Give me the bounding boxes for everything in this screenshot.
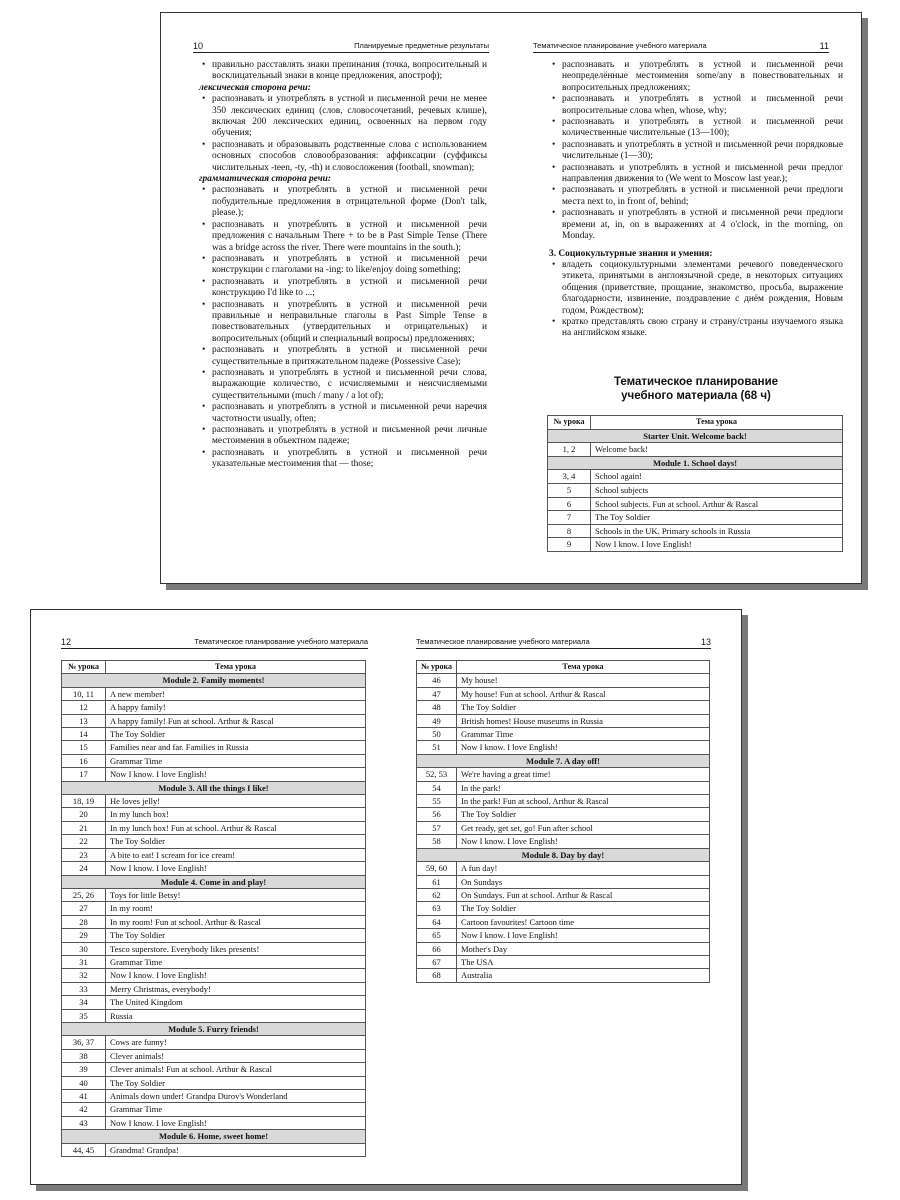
lesson-number: 51 [417, 741, 457, 754]
table-row [417, 821, 710, 834]
lesson-number: 15 [62, 741, 106, 754]
lesson-topic: Clever animals! [106, 1049, 366, 1062]
page-header [193, 41, 489, 53]
module-row [417, 754, 710, 767]
page-number: 13 [700, 637, 711, 647]
lesson-number: 41 [62, 1090, 106, 1103]
table-row [62, 862, 366, 875]
lesson-number: 50 [417, 728, 457, 741]
lesson-number: 20 [62, 808, 106, 821]
lesson-topic: The Toy Soldier [591, 511, 843, 525]
lesson-number: 68 [417, 969, 457, 982]
table-title [549, 375, 843, 403]
table-title-line-2: учебного материала (68 ч) [621, 390, 771, 402]
bullet-item: • распознавать и употреблять в устной и письменной речи предлоги времени at, in, on в выражениях at 4 o'clock, in the morning, on Monday. [549, 208, 843, 242]
bullet-item: • распознавать и употреблять в устной и письменной речи вопросительные слова when, whose, why; [549, 94, 843, 117]
module-title: Module 7. A day off! [417, 754, 710, 767]
table-row [548, 483, 843, 497]
bullet-item: • распознавать и употреблять в устной и письменной речи неопределённые местоимения some/any в повествовательных и вопросительных предложениях; [549, 60, 843, 94]
lesson-topic: School subjects. Fun at school. Arthur & Rascal [591, 497, 843, 511]
lesson-topic: Now I know. I love English! [457, 835, 710, 848]
lesson-number: 35 [62, 1009, 106, 1022]
table-row [62, 1036, 366, 1049]
lesson-number: 43 [62, 1116, 106, 1129]
lesson-topic: A bite to eat! I scream for ice cream! [106, 848, 366, 861]
module-row [62, 1130, 366, 1143]
lesson-topic: Schools in the UK. Primary schools in Russia [591, 524, 843, 538]
page-10 [161, 13, 511, 583]
bullet-item: • распознавать и употреблять в устной и письменной речи правильные и неправильные глаголы в Past Simple Tense в повествовательных (утвердительных и отрицательных) и вопросительных (общий и специальный вопросы) предложениях; [199, 300, 487, 346]
lesson-topic: The United Kingdom [106, 996, 366, 1009]
page-number: 10 [193, 41, 204, 51]
lesson-number: 64 [417, 915, 457, 928]
table-row [62, 835, 366, 848]
lesson-number: 6 [548, 497, 591, 511]
bullet-item: • распознавать и употреблять в устной и письменной речи количественные числительные (13—100); [549, 117, 843, 140]
lesson-topic: Now I know. I love English! [457, 929, 710, 942]
lesson-topic: School subjects [591, 483, 843, 497]
bullet-item: • владеть социокультурными элементами речевого поведенческого этикета, принятыми в англоязычной среде, в некоторых ситуациях общения (приветствие, прощание, знакомство, просьба, выражение благодарности, извинение, поздравление с днём рождения, Новым годом, Рождеством); [549, 260, 843, 317]
lesson-number: 62 [417, 888, 457, 901]
bullet-item: • распознавать и употреблять в устной и письменной речи конструкцию I'd like to ...; [199, 277, 487, 300]
lesson-number: 14 [62, 728, 106, 741]
lesson-number: 30 [62, 942, 106, 955]
lesson-number: 18, 19 [62, 795, 106, 808]
table-row [62, 754, 366, 767]
lesson-topic: The USA [457, 955, 710, 968]
lesson-number: 22 [62, 835, 106, 848]
bullet-item: • кратко представлять свою страну и страну/страны изучаемого языка на английском языке. [549, 317, 843, 340]
table-row [548, 470, 843, 484]
lesson-number: 28 [62, 915, 106, 928]
lesson-topic: Now I know. I love English! [591, 538, 843, 552]
table-row [62, 955, 366, 968]
table-row [548, 443, 843, 457]
lesson-topic: My house! [457, 674, 710, 687]
lesson-topic: Now I know. I love English! [106, 969, 366, 982]
lesson-number: 32 [62, 969, 106, 982]
running-title: Тематическое планирование учебного материала [533, 41, 707, 50]
table-row [62, 888, 366, 901]
module-row [417, 848, 710, 861]
lesson-topic: Tesco superstore. Everybody likes presents! [106, 942, 366, 955]
lesson-topic: In the park! Fun at school. Arthur & Rascal [457, 795, 710, 808]
table-row [417, 955, 710, 968]
table-row [62, 687, 366, 700]
table-row [62, 942, 366, 955]
lesson-number: 29 [62, 929, 106, 942]
table-row [62, 929, 366, 942]
table-row [548, 524, 843, 538]
lesson-topic: The Toy Soldier [457, 902, 710, 915]
module-title: Starter Unit. Welcome back! [548, 429, 843, 443]
lesson-number: 27 [62, 902, 106, 915]
bullet-item: • распознавать и употреблять в устной и письменной речи предложения с начальным There + to be в Past Simple Tense (There was a bridge across the river. There were mountains in the south.); [199, 220, 487, 254]
lesson-topic: Clever animals! Fun at school. Arthur & Rascal [106, 1063, 366, 1076]
lesson-topic: The Toy Soldier [106, 728, 366, 741]
lesson-number: 36, 37 [62, 1036, 106, 1049]
lesson-topic: School again! [591, 470, 843, 484]
book-spread-pages-12-13 [30, 609, 742, 1185]
page-13 [386, 610, 741, 1184]
module-title: Module 8. Day by day! [417, 848, 710, 861]
page-body-text [549, 60, 843, 340]
lesson-number: 67 [417, 955, 457, 968]
col-header-lesson-no: № урока [62, 661, 106, 674]
lesson-topic: In my room! Fun at school. Arthur & Rascal [106, 915, 366, 928]
table-row [62, 848, 366, 861]
lesson-topic: Merry Christmas, everybody! [106, 982, 366, 995]
lesson-number: 48 [417, 701, 457, 714]
table-row [62, 714, 366, 727]
table-row [417, 862, 710, 875]
lesson-topic: Animals down under! Grandpa Durov's Wonderland [106, 1090, 366, 1103]
bullet-item: • распознавать и употреблять в устной и письменной речи существительные в притяжательном падеже (Possessive Case); [199, 345, 487, 368]
bullet-item: • распознавать и образовывать родственные слова с использованием основных способов словообразования: аффиксации (суффиксы числительных -teen, -ty, -th) и словосложения (football, snowman); [199, 140, 487, 174]
lesson-topic: In my lunch box! [106, 808, 366, 821]
module-title: Module 1. School days! [548, 456, 843, 470]
table-row [62, 795, 366, 808]
lesson-number: 65 [417, 929, 457, 942]
lesson-number: 23 [62, 848, 106, 861]
table-row [417, 942, 710, 955]
table-row [417, 674, 710, 687]
lesson-number: 17 [62, 768, 106, 781]
table-row [417, 714, 710, 727]
table-row [62, 996, 366, 1009]
lesson-number: 59, 60 [417, 862, 457, 875]
table-row [548, 538, 843, 552]
lesson-topic: The Toy Soldier [457, 808, 710, 821]
bullet-item: • распознавать и употреблять в устной и письменной речи порядковые числительные (1—30); [549, 140, 843, 163]
lesson-number: 10, 11 [62, 687, 106, 700]
lesson-number: 46 [417, 674, 457, 687]
lesson-number: 57 [417, 821, 457, 834]
table-row [417, 728, 710, 741]
module-row [62, 875, 366, 888]
lesson-topic: The Toy Soldier [106, 929, 366, 942]
module-row [62, 781, 366, 794]
lesson-topic: Welcome back! [591, 443, 843, 457]
lesson-number: 40 [62, 1076, 106, 1089]
lesson-table [547, 415, 843, 552]
module-title: Module 4. Come in and play! [62, 875, 366, 888]
lesson-topic: My house! Fun at school. Arthur & Rascal [457, 687, 710, 700]
bullet-item: • распознавать и употреблять в устной и письменной речи конструкции с глаголами на -ing: to like/enjoy doing something; [199, 254, 487, 277]
lesson-topic: Grammar Time [106, 1103, 366, 1116]
page-header [533, 41, 829, 53]
lesson-topic: Now I know. I love English! [106, 768, 366, 781]
lesson-topic: In the park! [457, 781, 710, 794]
lesson-number: 47 [417, 687, 457, 700]
lesson-number: 21 [62, 821, 106, 834]
table-row [62, 1103, 366, 1116]
table-row [417, 781, 710, 794]
lesson-topic: Families near and far. Families in Russia [106, 741, 366, 754]
subsection-heading: лексическая сторона речи: [199, 82, 311, 93]
lesson-topic: Grammar Time [106, 754, 366, 767]
col-header-topic: Тема урока [457, 661, 710, 674]
page-11 [511, 13, 861, 583]
lesson-number: 61 [417, 875, 457, 888]
lesson-topic: A happy family! Fun at school. Arthur & Rascal [106, 714, 366, 727]
table-row [62, 701, 366, 714]
table-row [62, 969, 366, 982]
lesson-number: 33 [62, 982, 106, 995]
table-row [62, 915, 366, 928]
lesson-number: 54 [417, 781, 457, 794]
lesson-number: 12 [62, 701, 106, 714]
lesson-topic: Grandma! Grandpa! [106, 1143, 366, 1156]
bullet-item: • распознавать и употреблять в устной и письменной речи личные местоимения в объектном падеже; [199, 425, 487, 448]
table-row [417, 902, 710, 915]
table-row [62, 1049, 366, 1062]
running-title: Планируемые предметные результаты [354, 41, 489, 50]
lesson-number: 25, 26 [62, 888, 106, 901]
lesson-number: 66 [417, 942, 457, 955]
table-row [417, 795, 710, 808]
lesson-table [61, 660, 366, 1157]
table-row [62, 1063, 366, 1076]
lesson-topic: In my room! [106, 902, 366, 915]
module-title: Module 5. Furry friends! [62, 1022, 366, 1035]
lesson-topic: A happy family! [106, 701, 366, 714]
lesson-topic: Toys for little Betsy! [106, 888, 366, 901]
lesson-number: 13 [62, 714, 106, 727]
lesson-number: 63 [417, 902, 457, 915]
lesson-number: 58 [417, 835, 457, 848]
lesson-number: 52, 53 [417, 768, 457, 781]
lesson-topic: On Sundays [457, 875, 710, 888]
col-header-lesson-no: № урока [548, 416, 591, 430]
lesson-topic: The Toy Soldier [106, 1076, 366, 1089]
table-row [417, 768, 710, 781]
table-row [417, 687, 710, 700]
table-row [62, 768, 366, 781]
running-title: Тематическое планирование учебного материала [194, 637, 368, 646]
bullet-item: • распознавать и употреблять в устной и письменной речи предлог направления движения to (We went to Moscow last year.); [549, 163, 843, 186]
page-header [416, 637, 711, 649]
module-title: Module 6. Home, sweet home! [62, 1130, 366, 1143]
table-row [62, 1009, 366, 1022]
lesson-topic: British homes! House museums in Russia [457, 714, 710, 727]
table-row [417, 875, 710, 888]
lesson-number: 24 [62, 862, 106, 875]
table-row [548, 511, 843, 525]
lesson-number: 55 [417, 795, 457, 808]
table-row [548, 497, 843, 511]
lesson-number: 9 [548, 538, 591, 552]
lesson-number: 31 [62, 955, 106, 968]
table-row [417, 741, 710, 754]
lesson-topic: Now I know. I love English! [106, 862, 366, 875]
lesson-number: 44, 45 [62, 1143, 106, 1156]
page-number: 12 [61, 637, 72, 647]
page-12 [31, 610, 386, 1184]
bullet-item: • распознавать и употреблять в устной и письменной речи слова, выражающие количество, с исчисляемыми и неисчисляемыми существительными (much / many / a lot of); [199, 368, 487, 402]
table-row [417, 835, 710, 848]
table-row [417, 915, 710, 928]
bullet-item: • распознавать и употреблять в устной и письменной речи не менее 350 лексических единиц (слов, словосочетаний, речевых клише), включая 200 лексических единиц, освоенных на первом году обучения; [199, 94, 487, 140]
lesson-number: 1, 2 [548, 443, 591, 457]
table-row [62, 1076, 366, 1089]
lesson-number: 42 [62, 1103, 106, 1116]
lesson-number: 3, 4 [548, 470, 591, 484]
table-title-line-1: Тематическое планирование [613, 376, 779, 388]
lesson-topic: We're having a great time! [457, 768, 710, 781]
bullet-item: • распознавать и употреблять в устной и письменной речи побудительные предложения в отрицательной форме (Don't talk, please.); [199, 185, 487, 219]
lesson-topic: He loves jelly! [106, 795, 366, 808]
lesson-topic: Cows are funny! [106, 1036, 366, 1049]
lesson-number: 38 [62, 1049, 106, 1062]
lesson-number: 39 [62, 1063, 106, 1076]
lesson-table [416, 660, 710, 983]
lesson-topic: Russia [106, 1009, 366, 1022]
table-row [62, 741, 366, 754]
table-row [417, 929, 710, 942]
lesson-topic: The Toy Soldier [457, 701, 710, 714]
table-row [62, 982, 366, 995]
lesson-topic: Now I know. I love English! [106, 1116, 366, 1129]
bullet-item: • распознавать и употреблять в устной и письменной речи предлоги места next to, in front of, behind; [549, 185, 843, 208]
module-row [548, 456, 843, 470]
lesson-topic: Grammar Time [457, 728, 710, 741]
table-row [62, 808, 366, 821]
module-row [62, 1022, 366, 1035]
lesson-number: 56 [417, 808, 457, 821]
lesson-topic: Mother's Day [457, 942, 710, 955]
page-header [61, 637, 368, 649]
lesson-number: 8 [548, 524, 591, 538]
bullet-item: • распознавать и употреблять в устной и письменной речи указательные местоимения that — those; [199, 448, 487, 471]
lesson-topic: A fun day! [457, 862, 710, 875]
subsection-heading: грамматическая сторона речи: [199, 174, 331, 185]
col-header-topic: Тема урока [591, 416, 843, 430]
book-spread-pages-10-11 [160, 12, 862, 584]
module-title: Module 2. Family moments! [62, 674, 366, 687]
running-title: Тематическое планирование учебного материала [416, 637, 590, 646]
lesson-topic: Grammar Time [106, 955, 366, 968]
page-body-text [199, 60, 487, 471]
table-row [417, 969, 710, 982]
lesson-topic: A new member! [106, 687, 366, 700]
page-number: 11 [819, 41, 829, 51]
lesson-topic: Cartoon favourites! Cartoon time [457, 915, 710, 928]
table-row [62, 728, 366, 741]
module-title: Module 3. All the things I like! [62, 781, 366, 794]
bullet-item: • правильно расставлять знаки препинания (точка, вопросительный и восклицательный знаки в конце предложения, апостроф); [199, 60, 487, 83]
table-row [62, 1116, 366, 1129]
lesson-topic: In my lunch box! Fun at school. Arthur & Rascal [106, 821, 366, 834]
lesson-number: 49 [417, 714, 457, 727]
module-row [548, 429, 843, 443]
bullet-item: • распознавать и употреблять в устной и письменной речи наречия частотности usually, often; [199, 402, 487, 425]
lesson-topic: Get ready, get set, go! Fun after school [457, 821, 710, 834]
col-header-lesson-no: № урока [417, 661, 457, 674]
col-header-topic: Тема урока [106, 661, 366, 674]
lesson-topic: Australia [457, 969, 710, 982]
table-row [62, 1090, 366, 1103]
lesson-topic: Now I know. I love English! [457, 741, 710, 754]
lesson-number: 16 [62, 754, 106, 767]
lesson-number: 34 [62, 996, 106, 1009]
table-row [62, 821, 366, 834]
table-row [62, 902, 366, 915]
table-row [417, 701, 710, 714]
lesson-topic: On Sundays. Fun at school. Arthur & Rascal [457, 888, 710, 901]
module-row [62, 674, 366, 687]
lesson-number: 5 [548, 483, 591, 497]
lesson-topic: The Toy Soldier [106, 835, 366, 848]
table-row [417, 808, 710, 821]
section-heading: 3. Социокультурные знания и умения: [549, 248, 713, 259]
table-row [62, 1143, 366, 1156]
lesson-number: 7 [548, 511, 591, 525]
table-row [417, 888, 710, 901]
